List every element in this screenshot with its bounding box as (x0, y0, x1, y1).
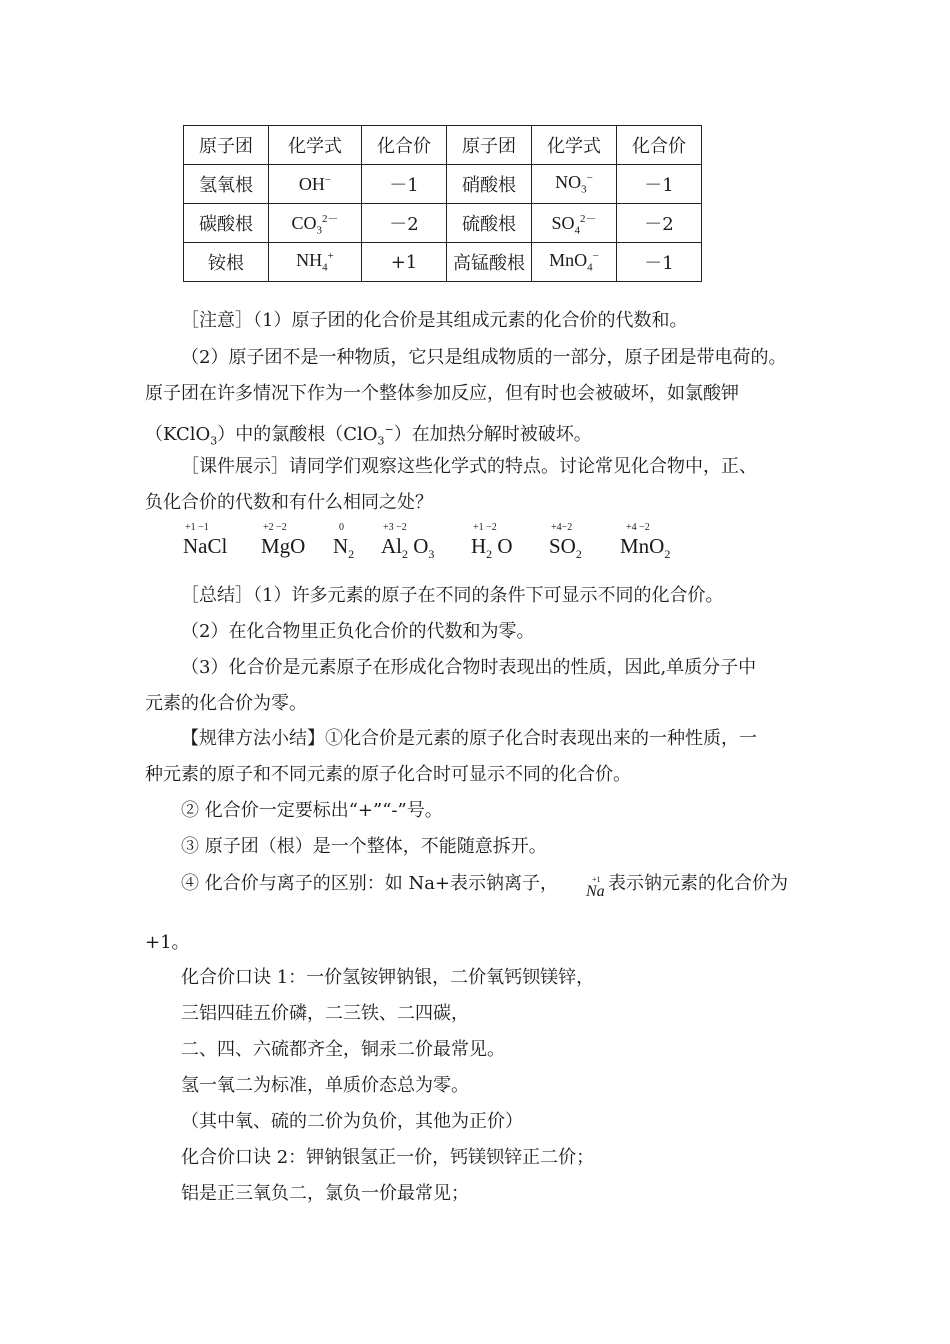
valence-formula-row (183, 522, 703, 562)
table-header-cell: 化合价 (617, 126, 702, 165)
table-header-cell: 化学式 (532, 126, 617, 165)
oxidation-states: +3 −2 (383, 522, 407, 533)
group-formula: MnO$_4$− (532, 243, 617, 282)
group-formula: $CO_3^{2-}$ (269, 204, 362, 243)
group-name: 铵根 (184, 243, 269, 282)
summary-line-3: （3）化合价是元素原子在形成化合物时表现出的性质，因此,单质分子中 (181, 657, 757, 678)
table-header-cell: 化学式 (269, 126, 362, 165)
courseware-line-2: 负化合价的代数和有什么相同之处？ (145, 492, 433, 513)
mnemonic-line-7: 铝是正三氧负二，氯负一价最常见； (181, 1183, 469, 1204)
group-valence: +1 (362, 243, 447, 282)
group-formula: $NO_3^-$ (532, 165, 617, 204)
courseware-line-1: ［课件展示］请同学们观察这些化学式的特点。讨论常见化合物中，正、 (181, 456, 757, 477)
atomic-group-table (183, 125, 702, 282)
oxidation-states: +4−2 (551, 522, 573, 533)
mnemonic-line-3: 二、四、六硫都齐全，铜汞二价最常见。 (181, 1039, 505, 1060)
formula-symbol: MgO (261, 534, 306, 558)
mnemonic-line-5: （其中氧、硫的二价为负价，其他为正价） (181, 1111, 523, 1132)
summary-line-4: 元素的化合价为零。 (145, 693, 307, 714)
rule-line-2: 种元素的原子和不同元素的原子化合时可显示不同的化合价。 (145, 764, 631, 785)
table-header-cell: 原子团 (447, 126, 532, 165)
group-valence: －1 (362, 165, 447, 204)
group-name: 高锰酸根 (447, 243, 532, 282)
table-header-row (184, 126, 702, 165)
group-name: 碳酸根 (184, 204, 269, 243)
note-line-2: （2）原子团不是一种物质，它只是组成物质的一部分，原子团是带电荷的。 (181, 347, 787, 368)
oxidation-states: +4 −2 (626, 522, 650, 533)
group-name: 氢氧根 (184, 165, 269, 204)
rule-line-6: +1。 (145, 932, 190, 953)
mnemonic-line-6: 化合价口诀 2：钾钠银氢正一价，钙镁钡锌正二价； (181, 1147, 595, 1168)
group-valence: －2 (617, 204, 702, 243)
group-name: 硫酸根 (447, 204, 532, 243)
rule-line-5a: ④ 化合价与离子的区别：如 Na+表示钠离子， (181, 873, 559, 894)
rule-line-4: ③ 原子团（根）是一个整体，不能随意拆开。 (181, 836, 547, 857)
table-row (184, 204, 702, 243)
oxidation-states: 0 (339, 522, 344, 533)
table-header-cell: 化合价 (362, 126, 447, 165)
table-row (184, 165, 702, 204)
formula-symbol: $H_2$ O (471, 534, 513, 562)
mnemonic-line-4: 氢一氧二为标准，单质价态总为零。 (181, 1075, 469, 1096)
table-header-cell: 原子团 (184, 126, 269, 165)
note-line-1: ［注意］（1）原子团的化合价是其组成元素的化合价的代数和。 (181, 310, 688, 331)
oxidation-states: +1 −2 (473, 522, 497, 533)
formula-symbol: MnO$_2$ (620, 534, 671, 562)
formula-symbol: $Al_2$ $O_3$ (381, 534, 435, 562)
mnemonic-line-2: 三铝四硅五价磷，二三铁、二四碳， (181, 1003, 469, 1024)
summary-line-2: （2）在化合物里正负化合价的代数和为零。 (181, 621, 535, 642)
formula-symbol: $N_2$ (333, 534, 355, 562)
note-line-3: 原子团在许多情况下作为一个整体参加反应，但有时也会被破坏，如氯酸钾 (145, 383, 739, 404)
oxidation-states: +2 −2 (263, 522, 287, 533)
group-name: 硝酸根 (447, 165, 532, 204)
group-valence: －1 (617, 243, 702, 282)
group-formula: OH− (269, 165, 362, 204)
oxidation-states: +1 −1 (185, 522, 209, 533)
sodium-valence-notation: +1 Na (586, 875, 605, 900)
rule-line-1: 【规律方法小结】①化合价是元素的原子化合时表现出来的一种性质，一 (181, 728, 757, 749)
table-row (184, 243, 702, 282)
mnemonic-line-1: 化合价口诀 1：一价氢铵钾钠银，二价氧钙钡镁锌， (181, 967, 595, 988)
note-line-4: （KClO$_3$）中的氯酸根（ClO$_3$−）在加热分解时被破坏。 (145, 423, 592, 448)
formula-symbol: $SO_2$ (549, 534, 582, 562)
rule-line-3: ② 化合价一定要标出“+”“-”号。 (181, 800, 443, 821)
group-valence: －1 (617, 165, 702, 204)
group-valence: －2 (362, 204, 447, 243)
rule-line-5b: 表示钠元素的化合价为 (608, 873, 788, 894)
group-formula: $SO_4^{2-}$ (532, 204, 617, 243)
formula-symbol: NaCl (183, 534, 228, 558)
summary-line-1: ［总结］（1）许多元素的原子在不同的条件下可显示不同的化合价。 (181, 585, 724, 606)
group-formula: $NH_4^+$ (269, 243, 362, 282)
